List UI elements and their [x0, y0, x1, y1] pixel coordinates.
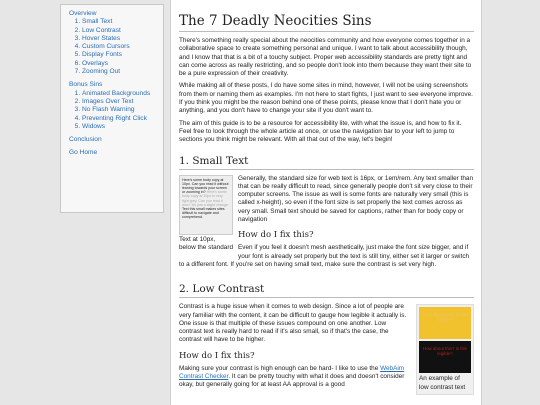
small-text-fix-heading: How do I fix this?	[238, 230, 314, 241]
nav-conclusion[interactable]: Conclusion	[69, 136, 102, 144]
section-small-text-heading: 1. Small Text	[179, 155, 474, 170]
low-contrast-figure	[416, 304, 474, 395]
bonus-list	[69, 90, 159, 131]
page-title: The 7 Deadly Neocities Sins	[179, 13, 474, 32]
nav-overview[interactable]: Overview	[69, 10, 97, 17]
nav-item-no-flash-warning[interactable]: 3. No Flash Warning	[82, 106, 159, 114]
low-contrast-fix-heading: How do I fix this?	[179, 350, 255, 361]
small-text-figure	[179, 175, 233, 253]
nav-item-overlays[interactable]: 6. Overlays	[82, 60, 159, 68]
nav-item-zooming-out[interactable]: 7. Zooming Out	[82, 68, 159, 76]
low-contrast-caption: An example of low contrast text	[419, 375, 466, 391]
nav-item-custom-cursors[interactable]: 4. Custom Cursors	[82, 43, 159, 51]
contrast-swatch-yellow: How about this? Is this legible?	[419, 307, 471, 339]
example-light-text: Here's some body copy at 10px in very light grey. Can you read it now? It's just a slight change.	[182, 190, 229, 207]
example-dark-text: Here's some body copy at 10px. Can you read it without leaning towards your screen or zooming in?	[182, 177, 229, 195]
intro-paragraph-3: The aim of this guide is to be a resource for accessibility lite, with what the issue is, and how to fix it. Feel free to look through the whole article at once, or use the navigation bar to your left to jump to sections you think might be relevant. With all that out of the way, let's begin!	[179, 119, 462, 144]
intro-paragraph-1: There's something really special about the neocities community and how everyone comes together in a collaborative space to create something personal and unique. I want to talk about accessibility though, and I know that that is a bit of a touchy subject. Proper web accessibility standards are pretty tight and can come across as really restricting, and so people don't look into them because they want their site to be a pure expression of their creativity.	[179, 37, 472, 78]
nav-go-home[interactable]: Go Home	[69, 149, 98, 157]
sidebar-nav	[60, 4, 164, 213]
nav-item-low-contrast[interactable]: 2. Low Contrast	[82, 27, 159, 35]
small-text-fix-paragraph: Even if you feel it doesn't mesh aesthetically, just make the font size bigger, and if your font is already set properly but the text is still tiny, either set it larger or switch to a different font. If you're set on having small text, make sure the contrast is set very high.	[179, 244, 470, 268]
sins-list	[69, 18, 159, 76]
nav-bonus-sins[interactable]: Bonus Sins	[69, 81, 103, 89]
main-content	[170, 0, 482, 405]
nav-item-small-text[interactable]: 1. Small Text	[82, 18, 159, 26]
nav-item-images-over-text[interactable]: 2. Images Over Text	[82, 98, 159, 106]
low-contrast-paragraph: Contrast is a huge issue when it comes to web design. Since a lot of people are very familiar with the content, it can be difficult to gauge how legible it actually is. One issue is that multiple of these issues compound on one another. Low contrast text is really hard to read if it's also small, so if that's the case, the contrast will have to be higher.	[179, 303, 407, 344]
small-text-example-image	[179, 175, 233, 235]
small-text-paragraph: Generally, the standard size for web text is 16px, or 1em/rem. Any text smaller than that can be really difficult to read, since generally people don't sit very close to their computer screens. The issue as well is some fonts are naturally very small (this is called x-height), so even if the font size is set properly the text comes across as very small. Small text should be saved for captions, rather than for body copy or navigation	[238, 174, 474, 224]
intro-paragraph-2: While making all of these posts, I do have some sites in mind, however, I will not be using screenshots from them or naming them as examples. I'm not here to start fights, I just want to see everyone improve. If you think you might be the reason behind one of these points, please know that I don't hate you or anything, and you don't have to change your site if you don't want to.	[179, 82, 473, 115]
small-text-caption: Text at 10px, below the standard	[179, 235, 234, 251]
nav-item-preventing-right-click[interactable]: 4. Preventing Right Click	[82, 115, 159, 123]
section-low-contrast-heading: 2. Low Contrast	[179, 283, 474, 298]
webaim-contrast-checker-link[interactable]: WebAim Contrast Checker	[179, 364, 405, 381]
nav-item-widows[interactable]: 5. Widows	[82, 123, 159, 131]
nav-item-hover-states[interactable]: 3. Hover States	[82, 35, 159, 43]
fix-text-b: . It can be pretty touchy with what it does and doesn't consider okay, but generally going for at least AA approval is a good	[179, 373, 405, 389]
nav-item-animated-backgrounds[interactable]: 1. Animated Backgrounds	[82, 90, 159, 98]
fix-text-a: Making sure your contrast is high enough can be hard- I like to use the	[179, 364, 381, 372]
contrast-swatch-black: How about this? Is this legible?	[419, 341, 471, 373]
example-tail-text: Text this small makes sites difficult to navigate and comprehend.	[182, 206, 225, 220]
nav-item-display-fonts[interactable]: 5. Display Fonts	[82, 51, 159, 59]
